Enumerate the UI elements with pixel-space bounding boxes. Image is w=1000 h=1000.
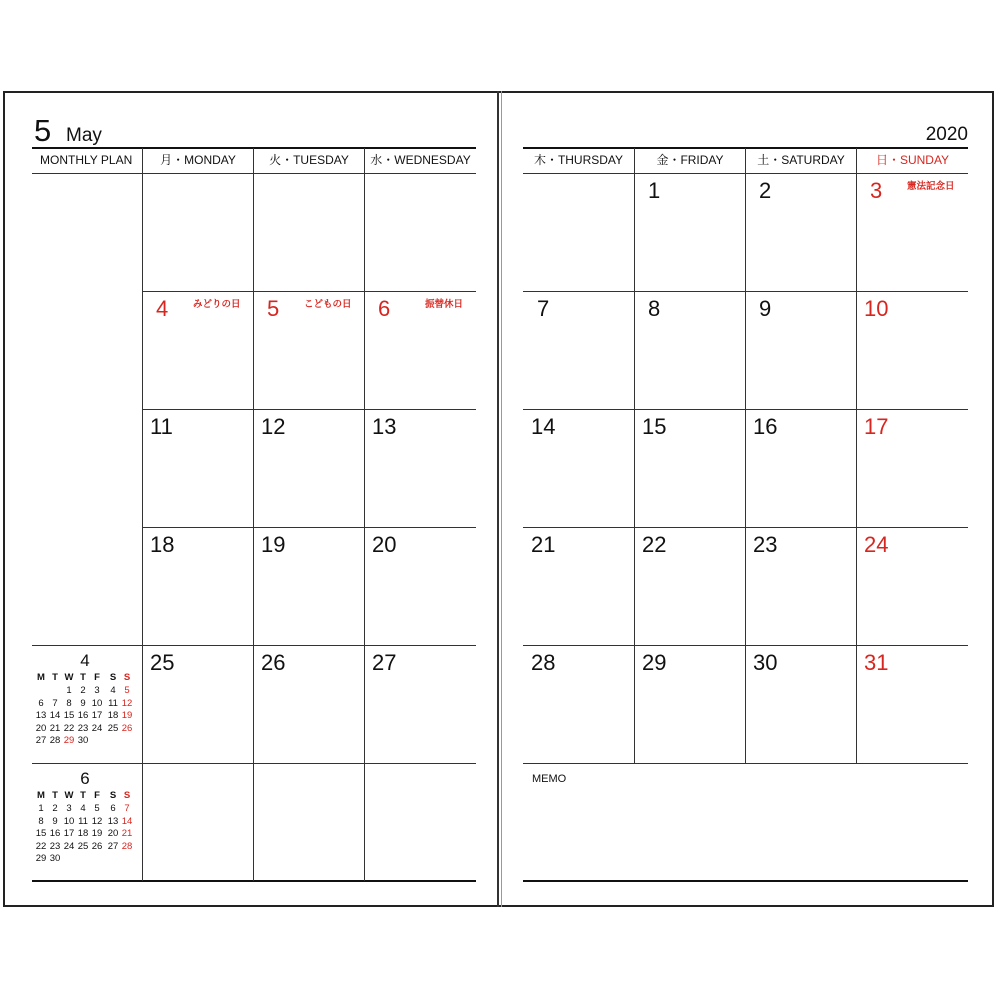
date-may-26[interactable]: 26 (261, 650, 286, 675)
friday-header: 金・FRIDAY (656, 153, 724, 167)
sunday-header: 日・SUNDAY (875, 153, 950, 167)
mini-calendar-day: 27 (35, 735, 47, 746)
mini-calendar-day: 8 (38, 815, 44, 827)
date-may-4[interactable]: 4 (156, 296, 169, 321)
mini-calendar-day: 10 (91, 697, 103, 709)
mini-calendar-day: 10 (63, 815, 75, 827)
mini-calendar-day: 12 (91, 815, 103, 827)
date-may-28[interactable]: 28 (531, 650, 556, 675)
left-row-rule (142, 409, 476, 410)
date-may-23[interactable]: 23 (753, 532, 778, 557)
date-may-10[interactable]: 10 (864, 296, 889, 321)
date-may-11[interactable]: 11 (150, 414, 173, 439)
mini-calendar-day: 3 (66, 803, 72, 814)
mini-calendar-day: 4 (110, 685, 116, 696)
mini-calendar-day: 18 (107, 710, 119, 721)
month-number: 5 (34, 113, 52, 148)
mini-calendar-weekday: S (123, 672, 131, 683)
date-may-1[interactable]: 1 (648, 178, 661, 203)
mini-calendar-weekday: F (94, 790, 100, 801)
left-row-rule (32, 763, 476, 764)
date-may-16[interactable]: 16 (753, 414, 778, 439)
wednesday-header: 水・WEDNESDAY (370, 153, 471, 167)
mini-calendar-day: 25 (77, 840, 89, 852)
mini-calendar-day: 14 (49, 710, 61, 721)
mini-calendar-day: 23 (49, 840, 61, 852)
page-spine-edge (501, 91, 502, 907)
mini-calendar-day: 5 (94, 803, 100, 814)
date-may-3[interactable]: 3 (870, 178, 883, 203)
date-may-18[interactable]: 18 (150, 532, 175, 557)
mini-calendar-weekday: T (80, 672, 86, 683)
mini-calendar-june (35, 770, 135, 870)
left-header-bottom-rule (32, 173, 476, 174)
date-may-12[interactable]: 12 (261, 414, 286, 439)
left-col-rule (253, 148, 254, 881)
mini-calendar-weekday: S (109, 672, 117, 683)
mini-calendar-day: 16 (49, 828, 61, 839)
left-bottom-rule (32, 880, 476, 882)
saturday-header: 土・SATURDAY (757, 153, 845, 167)
mini-calendar-day: 7 (124, 803, 130, 814)
mini-calendar-day: 25 (107, 722, 119, 734)
mini-calendar-day: 3 (94, 685, 100, 696)
left-col-rule (142, 148, 143, 881)
date-may-8[interactable]: 8 (648, 296, 661, 321)
date-may-6[interactable]: 6 (378, 296, 391, 321)
mini-calendar-day: 15 (63, 710, 75, 721)
holiday-label-may-3: 憲法記念日 (907, 181, 955, 192)
date-may-31[interactable]: 31 (864, 650, 889, 675)
mini-calendar-day: 18 (77, 828, 89, 839)
mini-calendar-weekday: T (52, 672, 58, 683)
left-col-rule (364, 148, 365, 881)
mini-calendar-day: 16 (77, 710, 89, 721)
date-may-24[interactable]: 24 (864, 532, 889, 557)
right-bottom-rule (523, 880, 968, 882)
mini-calendar-day: 22 (63, 722, 75, 734)
mini-calendar-day: 1 (66, 685, 72, 696)
mini-calendar-day: 21 (121, 828, 133, 839)
mini-calendar-day: 28 (121, 840, 133, 852)
date-may-29[interactable]: 29 (642, 650, 667, 675)
month-name: May (66, 125, 102, 146)
mini-calendar-day: 19 (91, 828, 103, 839)
mini-calendar-weekday: W (64, 672, 74, 683)
mini-calendar-day: 30 (77, 735, 89, 746)
mini-calendar-day: 9 (80, 697, 86, 709)
mini-calendar-day: 17 (63, 828, 75, 839)
mini-calendar-day: 14 (121, 815, 133, 827)
date-may-14[interactable]: 14 (531, 414, 556, 439)
mini-calendar-weekday: T (52, 790, 58, 801)
mini-calendar-weekday: S (109, 790, 117, 801)
mini-calendar-day: 1 (38, 803, 44, 814)
holiday-label-may-5: こどもの日 (304, 299, 352, 310)
mini-calendar-day: 8 (66, 697, 72, 709)
mini-calendar-day: 9 (52, 815, 58, 827)
date-may-30[interactable]: 30 (753, 650, 778, 675)
date-may-5[interactable]: 5 (267, 296, 280, 321)
mini-calendar-day: 21 (49, 722, 61, 734)
mini-calendar-day: 13 (35, 710, 47, 721)
date-may-13[interactable]: 13 (372, 414, 397, 439)
right-col-rule (745, 148, 746, 764)
mini-calendar-day: 7 (52, 697, 58, 709)
mini-calendar-day: 24 (63, 840, 75, 852)
thursday-header: 木・THURSDAY (533, 153, 624, 167)
mini-calendar-day: 22 (35, 840, 47, 852)
mini-calendar-day: 6 (110, 803, 116, 814)
mini-calendar-day: 13 (107, 815, 119, 827)
mini-calendar-day: 20 (107, 828, 119, 839)
mini-calendar-day: 19 (121, 710, 133, 721)
date-may-21[interactable]: 21 (531, 532, 556, 557)
mini-calendar-day: 12 (121, 697, 133, 709)
date-may-25[interactable]: 25 (150, 650, 175, 675)
date-may-2[interactable]: 2 (759, 178, 772, 203)
mini-calendar-month-number: 6 (80, 769, 90, 788)
date-may-7[interactable]: 7 (537, 296, 550, 321)
mini-calendar-weekday: M (37, 672, 45, 683)
mini-calendar-weekday: W (64, 790, 74, 801)
holiday-label-may-4: みどりの日 (193, 299, 241, 310)
mini-calendar-weekday: S (123, 790, 131, 801)
memo-label: MEMO (532, 773, 567, 785)
left-row-rule (142, 527, 476, 528)
mini-calendar-day: 4 (80, 803, 86, 814)
date-may-22[interactable]: 22 (642, 532, 667, 557)
mini-calendar-day: 11 (78, 815, 88, 827)
monthly-plan-header: MONTHLY PLAN (40, 153, 133, 167)
right-col-rule (634, 148, 635, 764)
mini-calendar-day: 5 (124, 685, 130, 696)
mini-calendar-day: 6 (38, 697, 44, 709)
mini-calendar-day: 28 (49, 735, 61, 746)
date-may-27[interactable]: 27 (372, 650, 397, 675)
left-row-rule (142, 291, 476, 292)
mini-calendar-day: 15 (35, 828, 47, 839)
mini-calendar-day: 11 (108, 697, 118, 709)
mini-calendar-day: 17 (91, 710, 103, 721)
mini-calendar-day: 26 (91, 840, 103, 852)
date-may-19[interactable]: 19 (261, 532, 286, 557)
mini-calendar-day: 29 (63, 735, 75, 746)
monday-header: 月・MONDAY (160, 153, 236, 167)
mini-calendar-weekday: F (94, 672, 100, 683)
mini-calendar-day: 20 (35, 722, 47, 734)
date-may-20[interactable]: 20 (372, 532, 397, 557)
tuesday-header: 火・TUESDAY (269, 153, 349, 167)
holiday-label-may-6: 振替休日 (425, 299, 464, 310)
mini-calendar-april (35, 652, 135, 752)
mini-calendar-weekday: M (37, 790, 45, 801)
right-col-rule (856, 148, 857, 764)
date-may-9[interactable]: 9 (759, 296, 772, 321)
mini-calendar-day: 30 (49, 853, 61, 864)
mini-calendar-day: 2 (80, 685, 86, 696)
mini-calendar-day: 26 (121, 722, 133, 734)
mini-calendar-day: 29 (35, 853, 47, 864)
date-may-15[interactable]: 15 (642, 414, 667, 439)
mini-calendar-day: 27 (107, 840, 119, 852)
date-may-17[interactable]: 17 (864, 414, 889, 439)
year: 2020 (925, 124, 968, 145)
left-row-rule (32, 645, 476, 646)
mini-calendar-day: 24 (91, 722, 103, 734)
page-spine (497, 91, 499, 907)
mini-calendar-month-number: 4 (80, 651, 90, 670)
mini-calendar-day: 2 (52, 803, 58, 814)
mini-calendar-weekday: T (80, 790, 86, 801)
mini-calendar-day: 23 (77, 722, 89, 734)
